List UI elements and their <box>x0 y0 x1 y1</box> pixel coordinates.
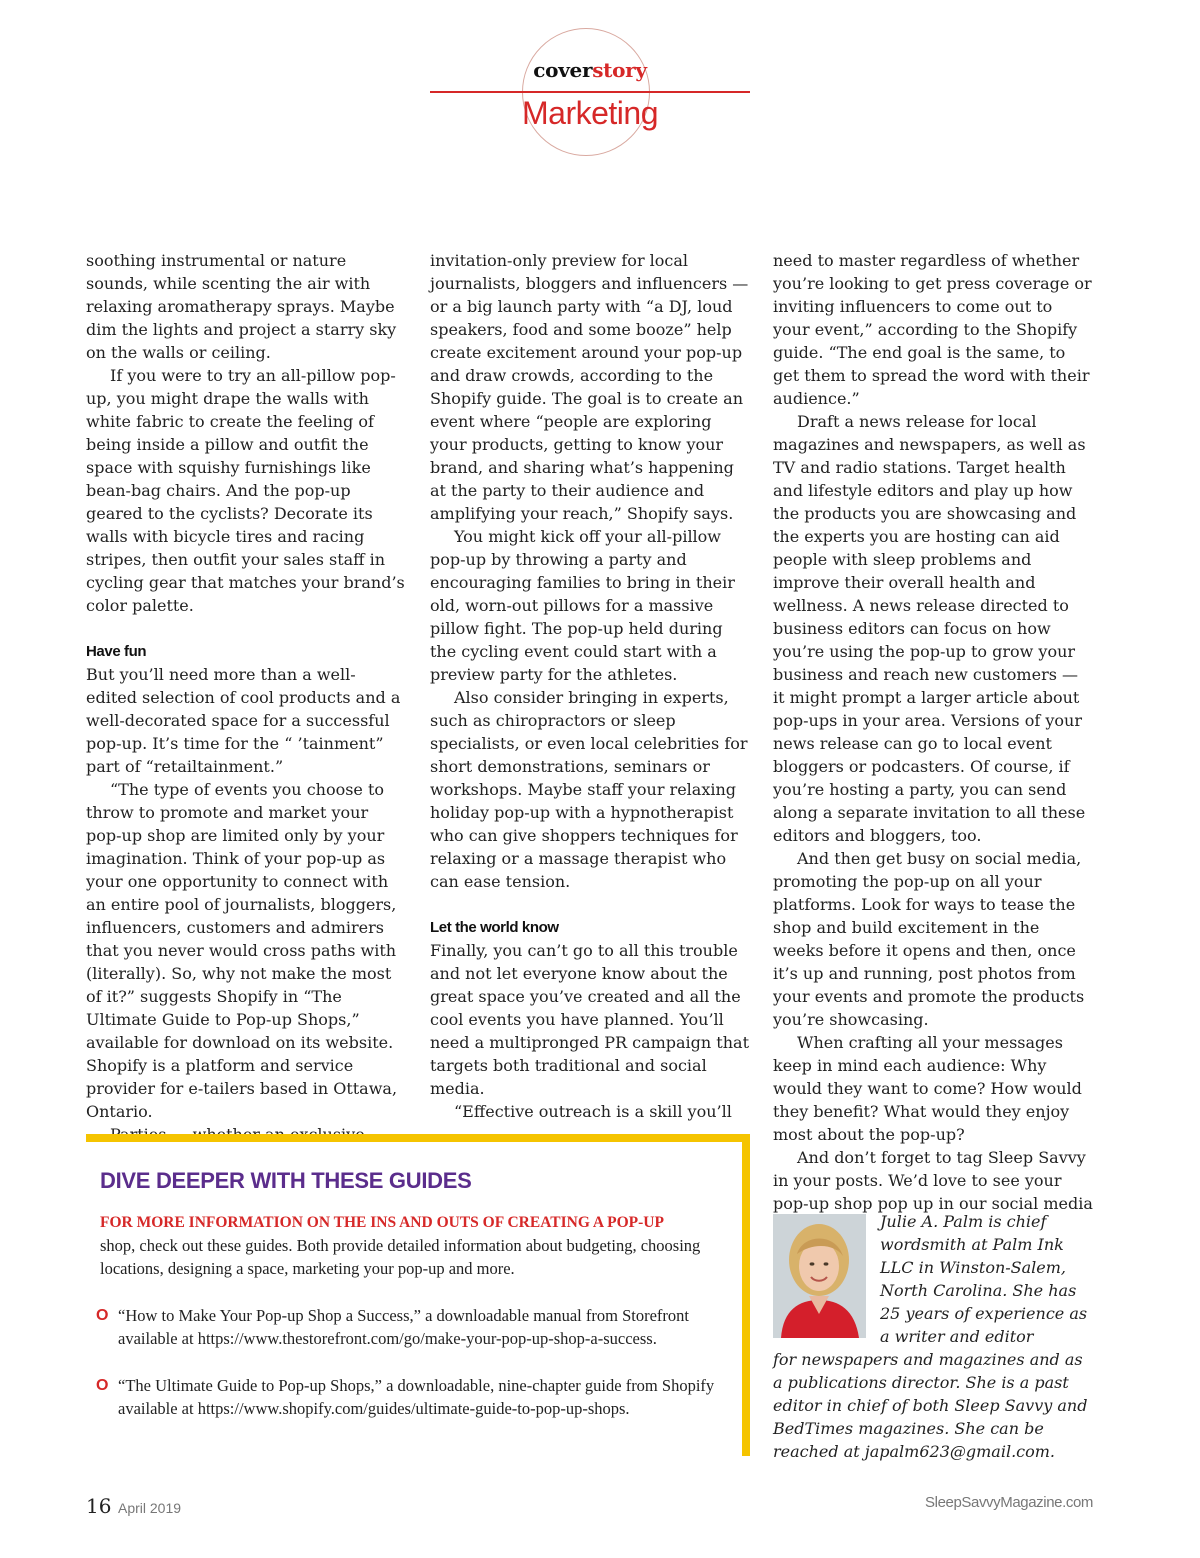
paragraph: But you’ll need more than a well-edited selection of cool products and a well-decorated space for a successful pop-up. It’s time for the “ ’tainment” part of “retailtainment.” <box>86 665 401 776</box>
sidebar-lead: FOR MORE INFORMATION ON THE INS AND OUTS OF CREATING A POP-UP <box>100 1214 664 1231</box>
bullet-icon: O <box>96 1307 109 1324</box>
paragraph: Also consider bringing in experts, such as chiropractors or sleep specialists, or even local celebrities for short demonstrations, seminars or workshops. Maybe staff your relaxing holiday pop-up with a hypnotherapist who can give shoppers techniques for relaxing or a massage therapist who can ease tension. <box>430 688 748 891</box>
article-column-2 <box>430 249 750 1123</box>
sidebar-right-bar <box>742 1134 750 1456</box>
article-column-3 <box>773 249 1093 1239</box>
guide-item <box>96 1374 726 1420</box>
author-bio-top: Julie A. Palm is chief wordsmith at Palm Ink LLC in Winston-Salem, North Carolina. She has 25 years of experience as a writer and editor <box>880 1212 1088 1346</box>
sidebar-intro-text: shop, check out these guides. Both provide detailed information about budgeting, choosing locations, designing a space, marketing your pop-up and more. <box>100 1236 701 1278</box>
author-bio-bottom: for newspapers and magazines and as a publications director. She is a past editor in chief of both Sleep Savvy and BedTimes magazines. She can be reached at japalm623@gmail.com. <box>773 1350 1088 1461</box>
subhead-let-the-world-know: Let the world know <box>430 919 559 936</box>
sidebar-intro <box>100 1210 724 1280</box>
paragraph-text: And don’t forget to tag Sleep Savvy in your posts. We’d love to see your pop-up shop pop up in our social media <box>773 1148 1093 1213</box>
paragraph: And then get busy on social media, promoting the pop-up on all your platforms. Look for ways to tease the shop and build excitement in the weeks before it opens and then, once it’s up and running, post photos from your events and promote the products you’re showcasing. <box>773 849 1085 1029</box>
paragraph: If you were to try an all-pillow pop-up, you might drape the walls with white fabric to create the feeling of being inside a pillow and outfit the space with squishy furnishings like bean-bag chairs. And the pop-up geared to the cyclists? Decorate its walls with bicycle tires and racing stripes, then outfit your sales staff in cycling gear that matches your brand’s color palette. <box>86 366 405 615</box>
sidebar-title: DIVE DEEPER WITH THESE GUIDES <box>100 1168 472 1193</box>
paragraph: When crafting all your messages keep in mind each audience: Why would they want to come? How would they benefit? What would they enjoy most about the pop-up? <box>773 1033 1082 1144</box>
header-rule <box>430 91 750 93</box>
guide-item-text: “The Ultimate Guide to Pop-up Shops,” a downloadable, nine-chapter guide from Shopify available at https://www.shopify.com/guides/ultimate-guide-to-pop-up-shops. <box>118 1376 715 1418</box>
author-photo <box>773 1214 866 1338</box>
page-header <box>0 0 1200 170</box>
cover-story-kicker: coverstory <box>533 58 647 82</box>
page-number: 16 <box>86 1494 112 1518</box>
paragraph: invitation-only preview for local journalists, bloggers and influencers — or a big launch party with “a DJ, loud speakers, food and some booze” help create excitement around your pop-up and draw crowds, according to the Shopify guide. The goal is to create an event where “people are exploring your products, getting to know your brand, and sharing what’s happening at the party to their audience and amplifying your reach,” Shopify says. <box>430 251 749 523</box>
magazine-website: SleepSavvyMagazine.com <box>925 1494 1093 1511</box>
paragraph: “Effective outreach is a skill you’ll <box>454 1102 732 1121</box>
paragraph: “The type of events you choose to throw to promote and market your pop-up shop are limited only by your imagination. Think of your pop-up as your one opportunity to connect with an entire pool of journalists, bloggers, influencers, customers and admirers that you never would cross paths with (literally). So, why not make the most of it?” suggests Shopify in “The Ultimate Guide to Pop-up Shops,” available for download on its website. Shopify is a platform and service provider for e-tailers based in Ottawa, Ontario. <box>86 780 398 1121</box>
paragraph: need to master regardless of whether you’re looking to get press coverage or inviting influencers to come out to your event,” according to the Shopify guide. “The end goal is the same, to get them to spread the word with their audience.” <box>773 251 1092 408</box>
guide-item <box>96 1304 726 1350</box>
paragraph: soothing instrumental or nature sounds, while scenting the air with relaxing aromatherapy sprays. Maybe dim the lights and project a starry sky on the walls or ceiling. <box>86 251 397 362</box>
sidebar-top-bar <box>86 1134 750 1142</box>
paragraph: Finally, you can’t go to all this trouble and not let everyone know about the great space you’ve created and all the cool events you have planned. You’ll need a multipronged PR campaign that targets both traditional and social media. <box>430 941 750 1098</box>
paragraph: You might kick off your all-pillow pop-up by throwing a party and encouraging families to bring in their old, worn-out pillows for a massive pillow fight. The pop-up held during the cycling event could start with a preview party for the athletes. <box>430 527 735 684</box>
article-column-1 <box>86 249 406 1146</box>
guide-item-text: “How to Make Your Pop-up Shop a Success,” a downloadable manual from Storefront available at https://www.thestorefront.com/go/make-your-pop-up-shop-a-success. <box>118 1306 689 1348</box>
section-title: Marketing <box>522 95 658 131</box>
subhead-have-fun: Have fun <box>86 643 147 660</box>
issue-date: April 2019 <box>118 1500 182 1516</box>
paragraph: Draft a news release for local magazines and newspapers, as well as TV and radio stations. Target health and lifestyle editors and play up how the products you are showcasing and the experts you are hosting can aid people with sleep problems and improve their overall health and wellness. A news release directed to business editors can focus on how you’re using the pop-up to grow your business and reach new customers — it might prompt a larger article about pop-ups in your area. Versions of your news release can go to local event bloggers or podcasters. Of course, if you’re hosting a party, you can send along a separate invitation to all these editors and bloggers, too. <box>773 412 1086 845</box>
bullet-icon: O <box>96 1377 109 1394</box>
guides-sidebar <box>86 1134 750 1456</box>
